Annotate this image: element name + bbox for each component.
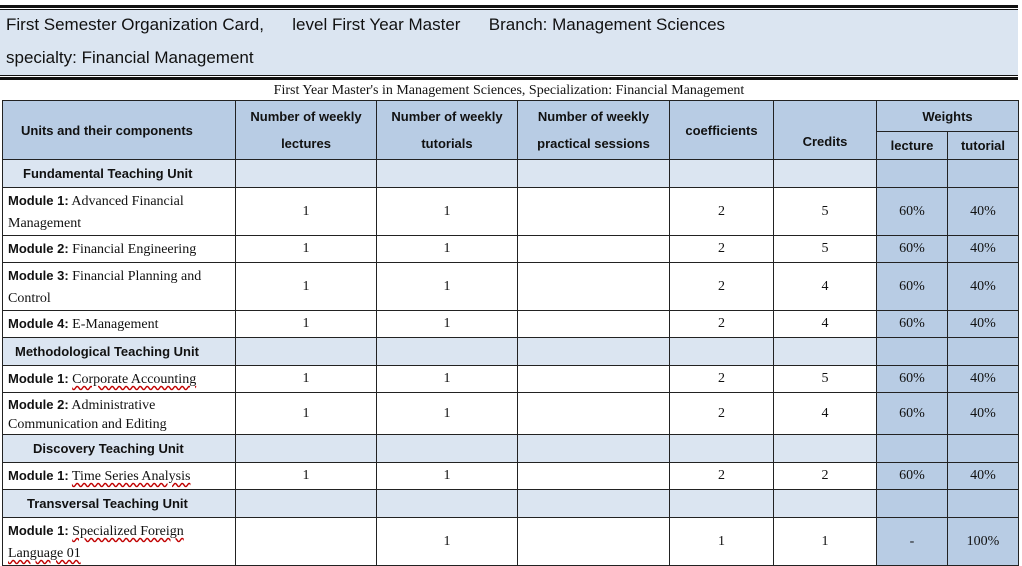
module-tutorials: 1 <box>377 518 518 566</box>
module-name: Corporate Accounting <box>72 372 197 387</box>
unit-cell <box>377 338 518 366</box>
module-label: Module 1: <box>8 523 69 538</box>
module-label: Module 2: <box>8 241 69 256</box>
module-credits: 5 <box>774 366 877 393</box>
unit-title: Fundamental Teaching Unit <box>3 160 236 188</box>
organization-table <box>2 100 1019 566</box>
module-weight-tutorial: 40% <box>948 236 1019 263</box>
col-practical <box>518 101 670 160</box>
module-lectures: 1 <box>236 263 377 311</box>
unit-row <box>3 338 1019 366</box>
module-weight-tutorial: 40% <box>948 263 1019 311</box>
module-coefficient: 2 <box>670 463 774 490</box>
header-title: First Semester Organization Card, <box>6 15 264 34</box>
module-weight-lecture: 60% <box>877 263 948 311</box>
module-credits: 5 <box>774 188 877 236</box>
module-credits: 1 <box>774 518 877 566</box>
module-name: Specialized Foreign Language 01 <box>8 524 184 561</box>
bottom-rule-thick <box>0 77 1018 80</box>
header-specialty: specialty: Financial Management <box>6 48 254 67</box>
module-practical <box>518 518 670 566</box>
unit-cell <box>877 338 948 366</box>
module-name: Advanced Financial Management <box>8 194 184 231</box>
module-name-cell <box>3 188 236 236</box>
unit-cell <box>670 338 774 366</box>
module-lectures: 1 <box>236 236 377 263</box>
module-weight-lecture: 60% <box>877 311 948 338</box>
module-weight-tutorial: 40% <box>948 311 1019 338</box>
table-caption: First Year Master's in Management Sciences, Specialization: Financial Management <box>273 83 745 98</box>
unit-cell <box>236 490 377 518</box>
col-practical-line2: practical sessions <box>537 136 650 151</box>
module-weight-lecture: 60% <box>877 463 948 490</box>
module-lectures: 1 <box>236 188 377 236</box>
unit-cell <box>518 160 670 188</box>
module-tutorials: 1 <box>377 393 518 435</box>
module-label: Module 1: <box>8 371 69 386</box>
unit-cell <box>518 490 670 518</box>
unit-cell <box>877 490 948 518</box>
module-tutorials: 1 <box>377 263 518 311</box>
module-lectures: 1 <box>236 463 377 490</box>
module-label: Module 3: <box>8 268 69 283</box>
unit-cell <box>236 435 377 463</box>
module-name: Financial Engineering <box>72 242 197 257</box>
module-coefficient: 2 <box>670 311 774 338</box>
module-row <box>3 518 1019 566</box>
module-weight-tutorial: 40% <box>948 188 1019 236</box>
module-weight-lecture: 60% <box>877 188 948 236</box>
module-label: Module 1: <box>8 193 69 208</box>
module-coefficient: 2 <box>670 366 774 393</box>
unit-cell <box>948 490 1019 518</box>
unit-cell <box>774 160 877 188</box>
module-name-cell <box>3 311 236 338</box>
unit-cell <box>670 160 774 188</box>
col-credits: Credits <box>774 101 877 160</box>
module-lectures: 1 <box>236 393 377 435</box>
col-weight-lecture: lecture <box>877 132 948 160</box>
col-practical-line1: Number of weekly <box>537 109 650 124</box>
module-name: E-Management <box>72 317 159 332</box>
col-weights: Weights <box>877 101 1019 132</box>
col-tutorials <box>377 101 518 160</box>
unit-cell <box>774 338 877 366</box>
unit-row <box>3 435 1019 463</box>
module-label: Module 4: <box>8 316 69 331</box>
module-row <box>3 263 1019 311</box>
module-tutorials: 1 <box>377 236 518 263</box>
unit-title: Transversal Teaching Unit <box>3 490 236 518</box>
unit-cell <box>774 435 877 463</box>
module-weight-lecture: - <box>877 518 948 566</box>
col-units: Units and their components <box>3 101 236 160</box>
module-coefficient: 1 <box>670 518 774 566</box>
unit-cell <box>670 435 774 463</box>
module-lectures <box>236 518 377 566</box>
module-credits: 4 <box>774 263 877 311</box>
module-name: Financial Planning and Control <box>8 269 202 306</box>
unit-title: Methodological Teaching Unit <box>3 338 236 366</box>
unit-cell <box>236 160 377 188</box>
unit-cell <box>518 338 670 366</box>
module-name-cell <box>3 366 236 393</box>
module-coefficient: 2 <box>670 188 774 236</box>
col-tutorials-line1: Number of weekly <box>391 109 503 124</box>
module-name-cell <box>3 236 236 263</box>
col-lectures-line2: lectures <box>281 136 331 151</box>
module-credits: 4 <box>774 311 877 338</box>
header-branch: Branch: Management Sciences <box>488 15 726 34</box>
module-tutorials: 1 <box>377 311 518 338</box>
unit-cell <box>670 490 774 518</box>
module-practical <box>518 463 670 490</box>
module-row <box>3 463 1019 490</box>
module-weight-tutorial: 40% <box>948 463 1019 490</box>
module-credits: 5 <box>774 236 877 263</box>
col-lectures-line1: Number of weekly <box>250 109 362 124</box>
module-credits: 4 <box>774 393 877 435</box>
module-name: Administrative Communication and Editing <box>8 398 167 432</box>
module-name: Time Series Analysis <box>71 469 191 484</box>
module-coefficient: 2 <box>670 236 774 263</box>
module-lectures: 1 <box>236 311 377 338</box>
module-row <box>3 236 1019 263</box>
module-name-cell <box>3 463 236 490</box>
module-weight-tutorial: 100% <box>948 518 1019 566</box>
unit-row <box>3 160 1019 188</box>
top-rule-thick <box>0 5 1018 8</box>
module-label: Module 2: <box>8 397 69 412</box>
module-practical <box>518 393 670 435</box>
unit-cell <box>948 338 1019 366</box>
module-practical <box>518 311 670 338</box>
col-coefficients: coefficients <box>670 101 774 160</box>
module-row <box>3 311 1019 338</box>
module-name-cell <box>3 393 236 435</box>
col-weight-tutorial: tutorial <box>948 132 1019 160</box>
header-row-1 <box>3 101 1019 132</box>
module-weight-tutorial: 40% <box>948 393 1019 435</box>
module-lectures: 1 <box>236 366 377 393</box>
unit-row <box>3 490 1019 518</box>
unit-cell <box>377 435 518 463</box>
header-level: level First Year Master <box>292 15 461 34</box>
module-label: Module 1: <box>8 468 69 483</box>
unit-cell <box>948 435 1019 463</box>
unit-cell <box>377 490 518 518</box>
unit-cell <box>948 160 1019 188</box>
unit-cell <box>236 338 377 366</box>
module-name-cell <box>3 518 236 566</box>
unit-cell <box>518 435 670 463</box>
card-header <box>0 10 1018 75</box>
module-tutorials: 1 <box>377 366 518 393</box>
module-coefficient: 2 <box>670 393 774 435</box>
module-row <box>3 188 1019 236</box>
col-tutorials-line2: tutorials <box>421 136 473 151</box>
unit-title: Discovery Teaching Unit <box>3 435 236 463</box>
module-weight-lecture: 60% <box>877 366 948 393</box>
module-practical <box>518 236 670 263</box>
module-name-cell <box>3 263 236 311</box>
col-lectures <box>236 101 377 160</box>
module-tutorials: 1 <box>377 188 518 236</box>
unit-cell <box>877 160 948 188</box>
module-practical <box>518 188 670 236</box>
header-line-1 <box>6 15 725 35</box>
unit-cell <box>377 160 518 188</box>
module-row <box>3 366 1019 393</box>
module-weight-lecture: 60% <box>877 393 948 435</box>
module-credits: 2 <box>774 463 877 490</box>
unit-cell <box>774 490 877 518</box>
module-row <box>3 393 1019 435</box>
module-coefficient: 2 <box>670 263 774 311</box>
unit-cell <box>877 435 948 463</box>
module-practical <box>518 366 670 393</box>
bottom-rule-thin <box>0 75 1018 76</box>
module-weight-lecture: 60% <box>877 236 948 263</box>
module-practical <box>518 263 670 311</box>
module-weight-tutorial: 40% <box>948 366 1019 393</box>
module-tutorials: 1 <box>377 463 518 490</box>
